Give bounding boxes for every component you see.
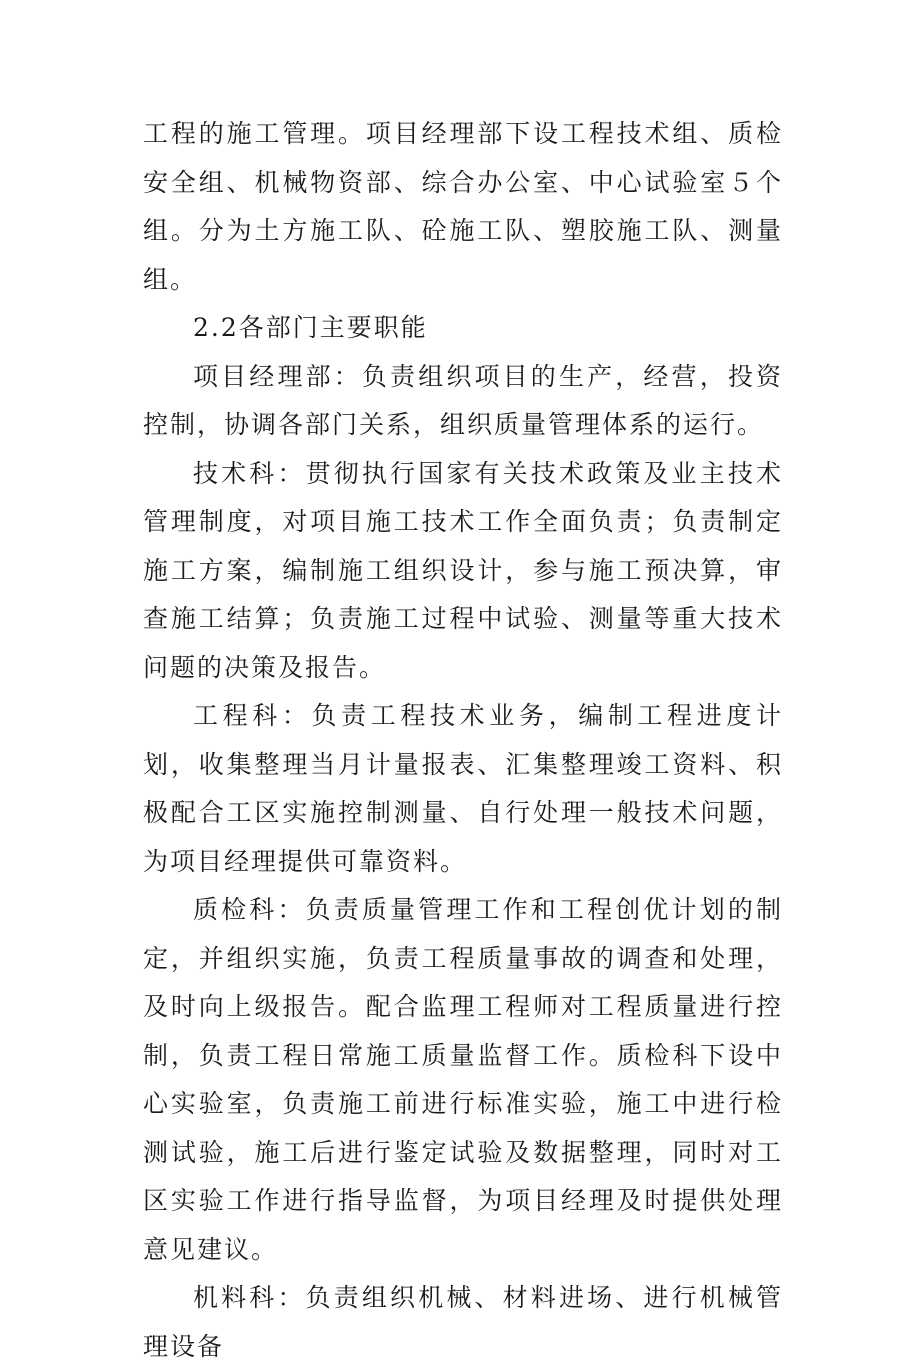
paragraph-technical-section: 技术科：贯彻执行国家有关技术政策及业主技术管理制度，对项目施工技术工作全面负责；负责制定施工方案，编制施工组织设计，参与施工预决算，审查施工结算；负责施工过程中试验、测量等重大技术问题的决策及报告。 — [143, 458, 783, 682]
paragraph-project-department: 项目经理部：负责组织项目的生产，经营，投资控制，协调各部门关系，组织质量管理体系的运行。 — [143, 361, 783, 439]
paragraph-staffing: 工程的施工管理。项目经理部下设工程技术组、质检安全组、机械物资部、综合办公室、中心试验室５个组。分为土方施工队、砼施工队、塑胶施工队、测量组。 — [143, 119, 783, 294]
section-heading-2-2: 2.2各部门主要职能 — [193, 313, 428, 342]
paragraph-materials-section: 机料科：负责组织机械、材料进场、进行机械管理设备 — [143, 1283, 783, 1361]
document-body — [143, 110, 783, 1371]
paragraph-engineering-section: 工程科：负责工程技术业务，编制工程进度计划，收集整理当月计量报表、汇集整理竣工资料、积极配合工区实施控制测量、自行处理一般技术问题，为项目经理提供可靠资料。 — [143, 701, 783, 876]
paragraph-quality-section: 质检科：负责质量管理工作和工程创优计划的制定，并组织实施，负责工程质量事故的调查和处理，及时向上级报告。配合监理工程师对工程质量进行控制，负责工程日常施工质量监督工作。质检科下设中心实验室，负责施工前进行标准实验，施工中进行检测试验，施工后进行鉴定试验及数据整理，同时对工区实验工作进行指导监督，为项目经理及时提供处理意见建议。 — [143, 895, 783, 1264]
